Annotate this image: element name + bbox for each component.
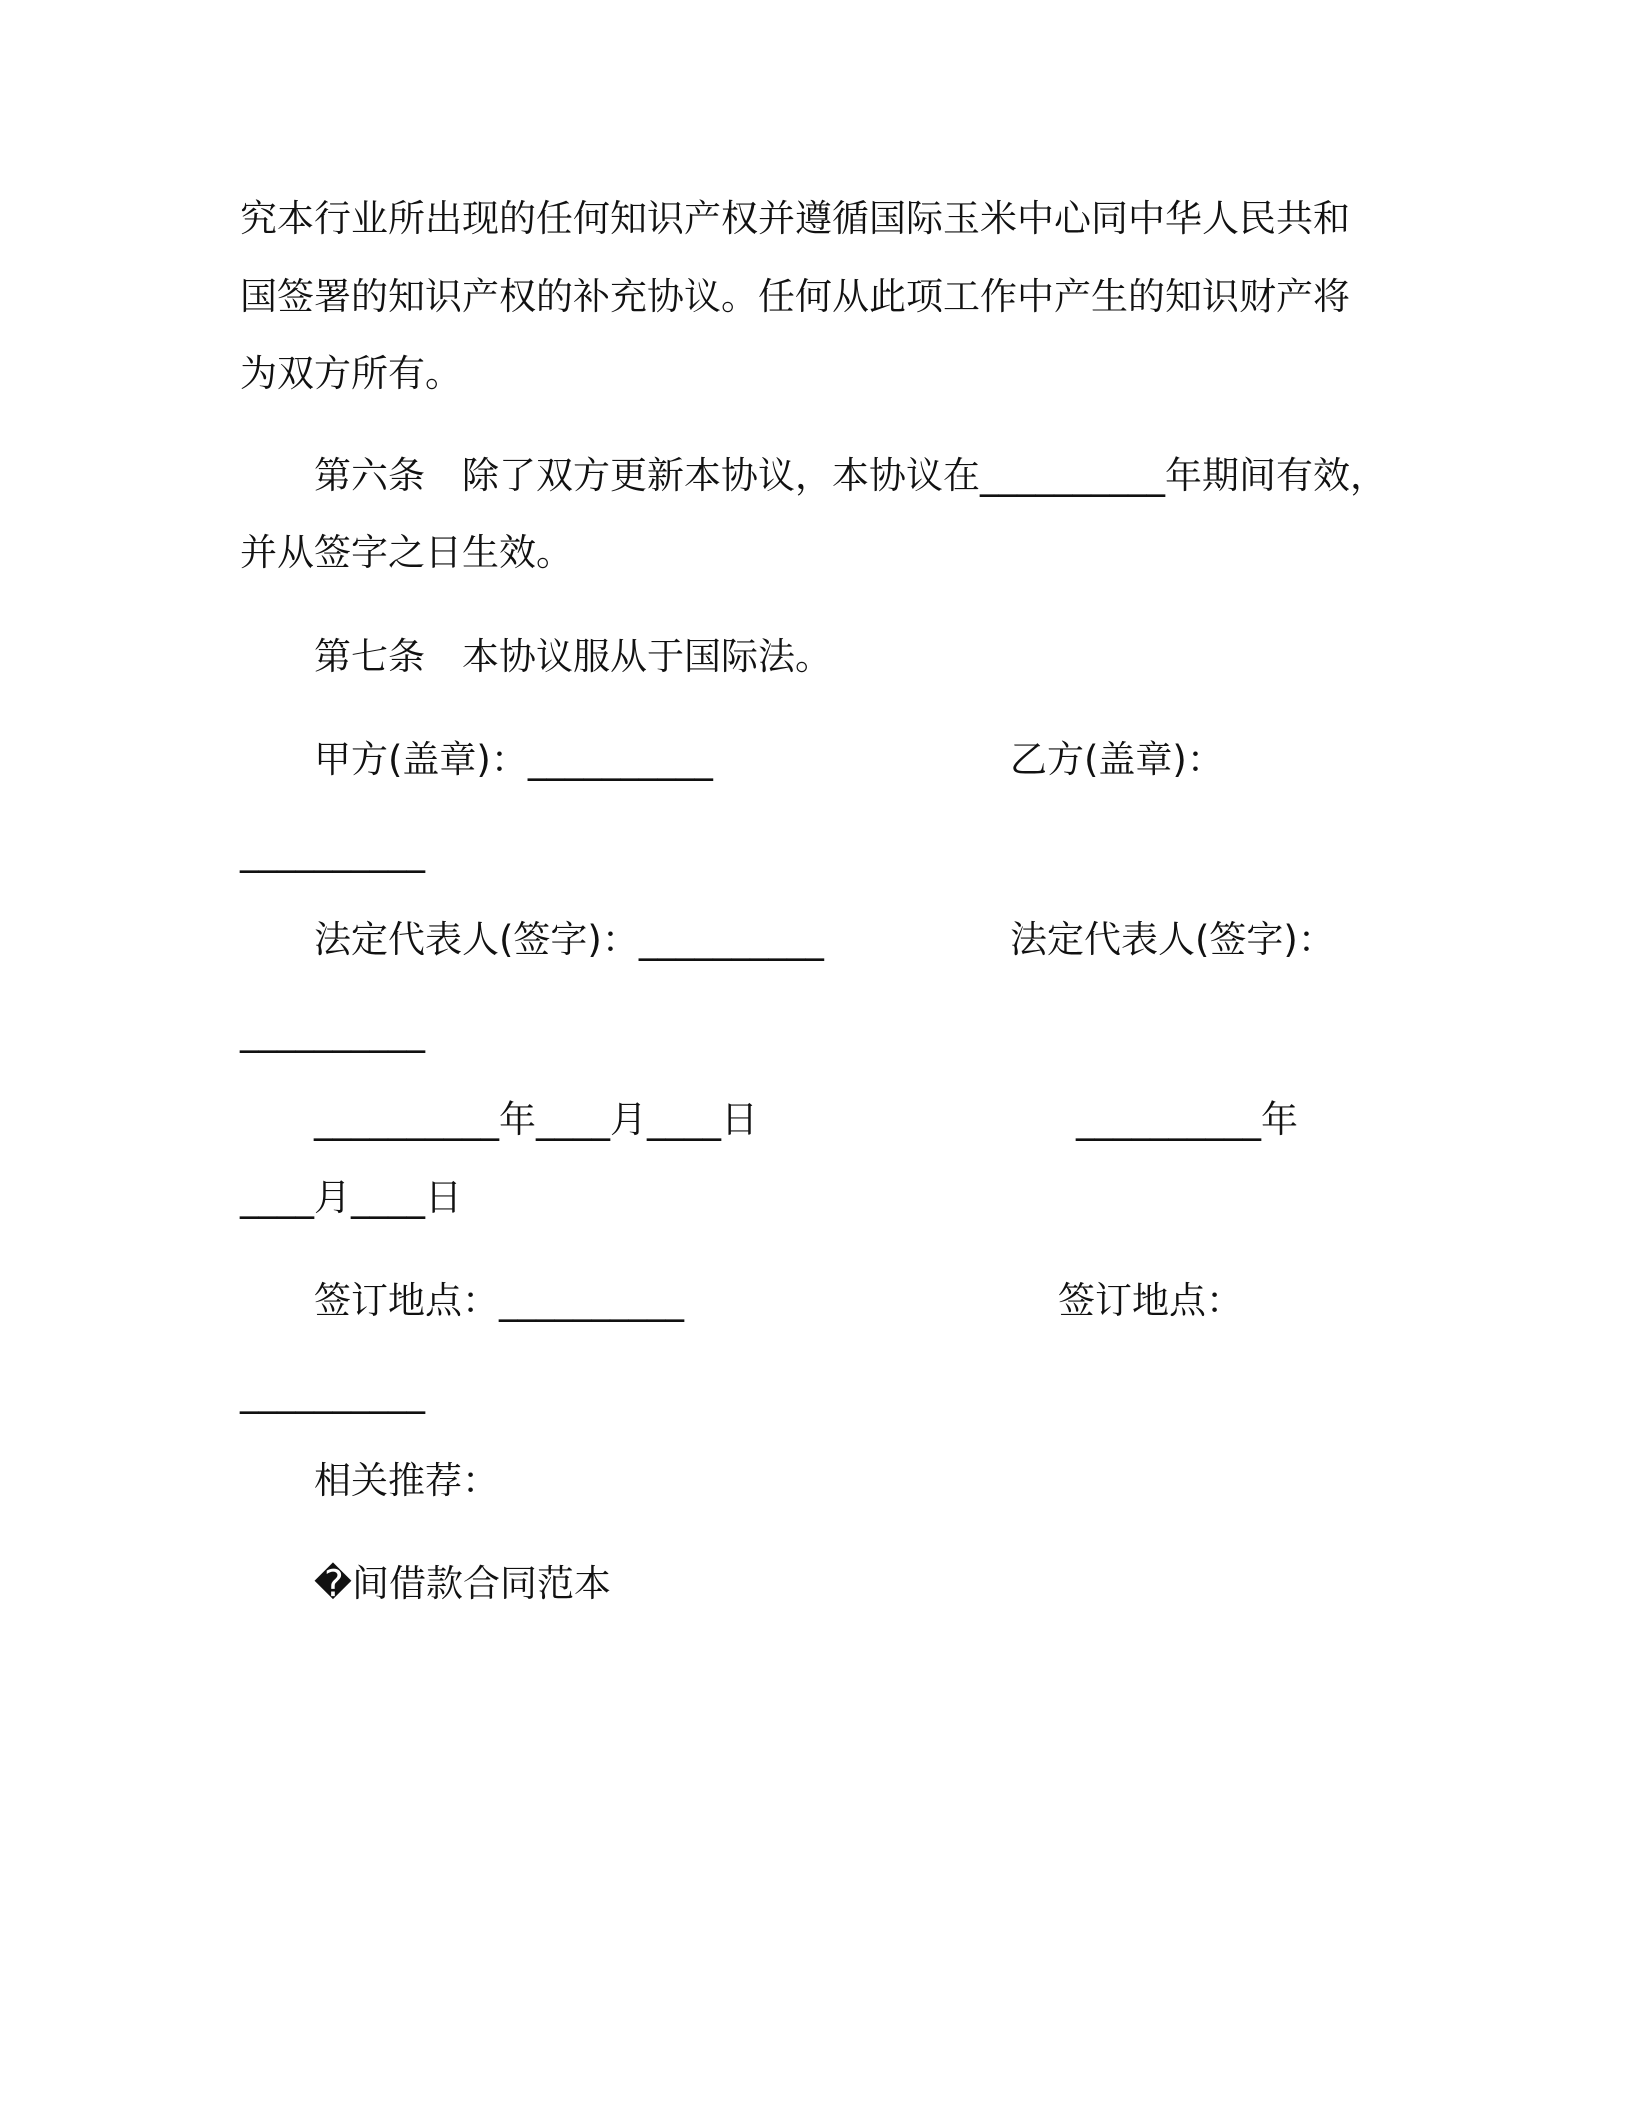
party-a-date: __________年____月____日 — [314, 1098, 758, 1141]
party-b-seal-blank: __________ — [240, 830, 425, 873]
article-7: 第七条 本协议服从于国际法。 — [314, 635, 832, 678]
party-a-seal: 甲方(盖章)：__________ — [314, 738, 713, 781]
related-heading: 相关推荐： — [314, 1459, 499, 1502]
party-b-date: __________年 — [1076, 1098, 1298, 1141]
related-link[interactable]: �间借款合同范本 — [314, 1562, 611, 1605]
party-b-representative: 法定代表人(签字)： — [1010, 918, 1335, 961]
article-6-line: 并从签字之日生效。 — [240, 531, 573, 574]
party-b-date-continued: ____月____日 — [240, 1176, 462, 1219]
party-b-place: 签订地点： — [1058, 1279, 1243, 1322]
party-b-seal: 乙方(盖章)： — [1010, 738, 1224, 781]
paragraph-line: 究本行业所出现的任何知识产权并遵循国际玉米中心同中华人民共和 — [240, 197, 1350, 240]
party-b-representative-blank: __________ — [240, 1010, 425, 1053]
party-b-place-blank: __________ — [240, 1371, 425, 1414]
party-a-representative: 法定代表人(签字)：__________ — [314, 918, 824, 961]
paragraph-line: 为双方所有。 — [240, 352, 462, 395]
article-6-line: 第六条 除了双方更新本协议，本协议在__________年期间有效， — [314, 454, 1387, 497]
party-a-place: 签订地点：__________ — [314, 1279, 684, 1322]
paragraph-line: 国签署的知识产权的补充协议。任何从此项工作中产生的知识财产将 — [240, 275, 1350, 318]
